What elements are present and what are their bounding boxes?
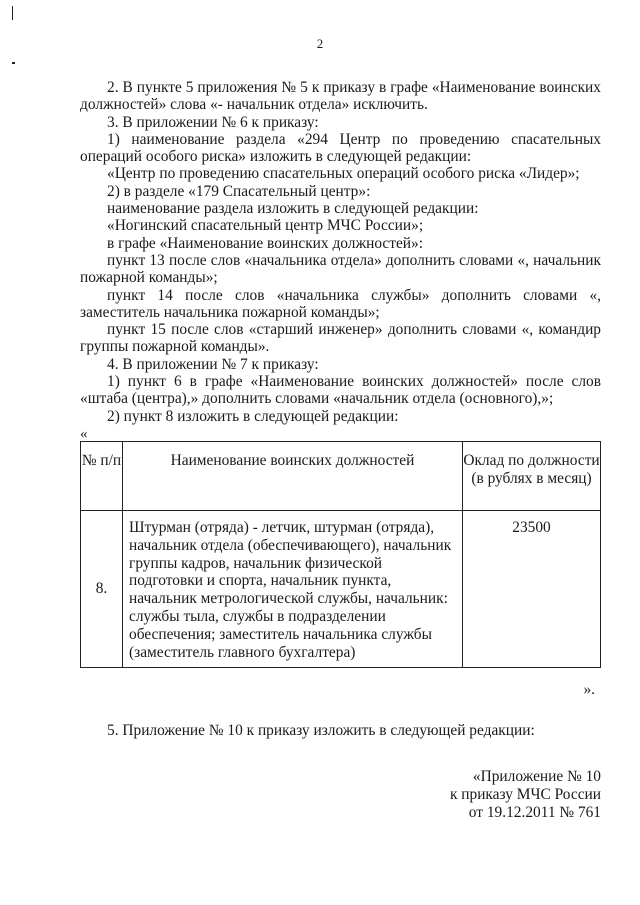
paragraph-3-2-b: «Ногинский спасательный центр МЧС России»; <box>107 217 424 235</box>
paragraph-3-1-text: «Центр по проведению спасательных операций особого риска «Лидер»; <box>107 165 580 183</box>
appendix-header <box>80 768 601 822</box>
paragraph-4-2: 2) пункт 8 изложить в следующей редакции: <box>107 407 399 425</box>
header-name: Наименование воинских должностей <box>123 441 463 510</box>
paragraph-4: 4. В приложении № 7 к приказу: <box>107 355 319 373</box>
table-header-row <box>81 441 601 510</box>
paragraph-4-1: 1) пункт 6 в графе «Наименование воинских должностей» после слов «штаба (центра),» дополнить словами «начальник отдела (основного),»; <box>80 373 601 408</box>
positions-table <box>80 441 601 668</box>
paragraph-2: 2. В пункте 5 приложения № 5 к приказу в графе «Наименование воинских должностей» слова «- начальник отдела» исключить. <box>80 79 601 114</box>
paragraph-3-1: 1) наименование раздела «294 Центр по проведению спасательных операций особого риска» изложить в следующей редакции: <box>80 130 601 166</box>
quote-close: ». <box>583 681 595 699</box>
appendix-line-2: к приказу МЧС России <box>449 785 601 803</box>
paragraph-3-2-c: в графе «Наименование воинских должностей»: <box>107 234 423 252</box>
paragraph-5: 5. Приложение № 10 к приказу изложить в следующей редакции: <box>107 721 535 739</box>
paragraph-item-14: пункт 14 после слов «начальника службы» дополнить словами «, заместитель начальника пожарной команды»; <box>80 286 601 321</box>
appendix-line-3: от 19.12.2011 № 761 <box>468 803 601 821</box>
paragraph-3-2-a: наименование раздела изложить в следующей редакции: <box>107 200 479 218</box>
row-name: Штурман (отряда) - летчик, штурман (отряда), начальник отдела (обеспечивающего), начальник группы кадров, начальник физической подготовки и спорта, начальник пункта, начальник метрологической службы, начальник: службы тыла, службы в подразделении обеспечения; заместитель начальника службы (заместитель главного бухгалтера) <box>123 510 463 667</box>
paragraph-item-15: пункт 15 после слов «старший инженер» дополнить словами «, командир группы пожарной команды». <box>80 321 601 356</box>
header-num: № п/п <box>81 441 123 510</box>
row-salary: 23500 <box>463 510 601 667</box>
paragraph-3: 3. В приложении № 6 к приказу: <box>107 113 319 131</box>
margin-mark-dot <box>12 62 15 64</box>
row-num: 8. <box>81 510 123 667</box>
header-salary: Оклад по должности (в рублях в месяц) <box>463 441 601 510</box>
page-number: 2 <box>316 36 324 51</box>
paragraph-3-2: 2) в разделе «179 Спасательный центр»: <box>107 182 371 200</box>
appendix-line-1: «Приложение № 10 <box>472 767 601 785</box>
margin-mark-top <box>12 6 13 20</box>
paragraph-item-13: пункт 13 после слов «начальника отдела» дополнить словами «, начальник пожарной команды»; <box>80 251 601 287</box>
document-body <box>80 79 601 822</box>
quote-open: « <box>80 425 88 442</box>
table-row <box>81 510 601 667</box>
